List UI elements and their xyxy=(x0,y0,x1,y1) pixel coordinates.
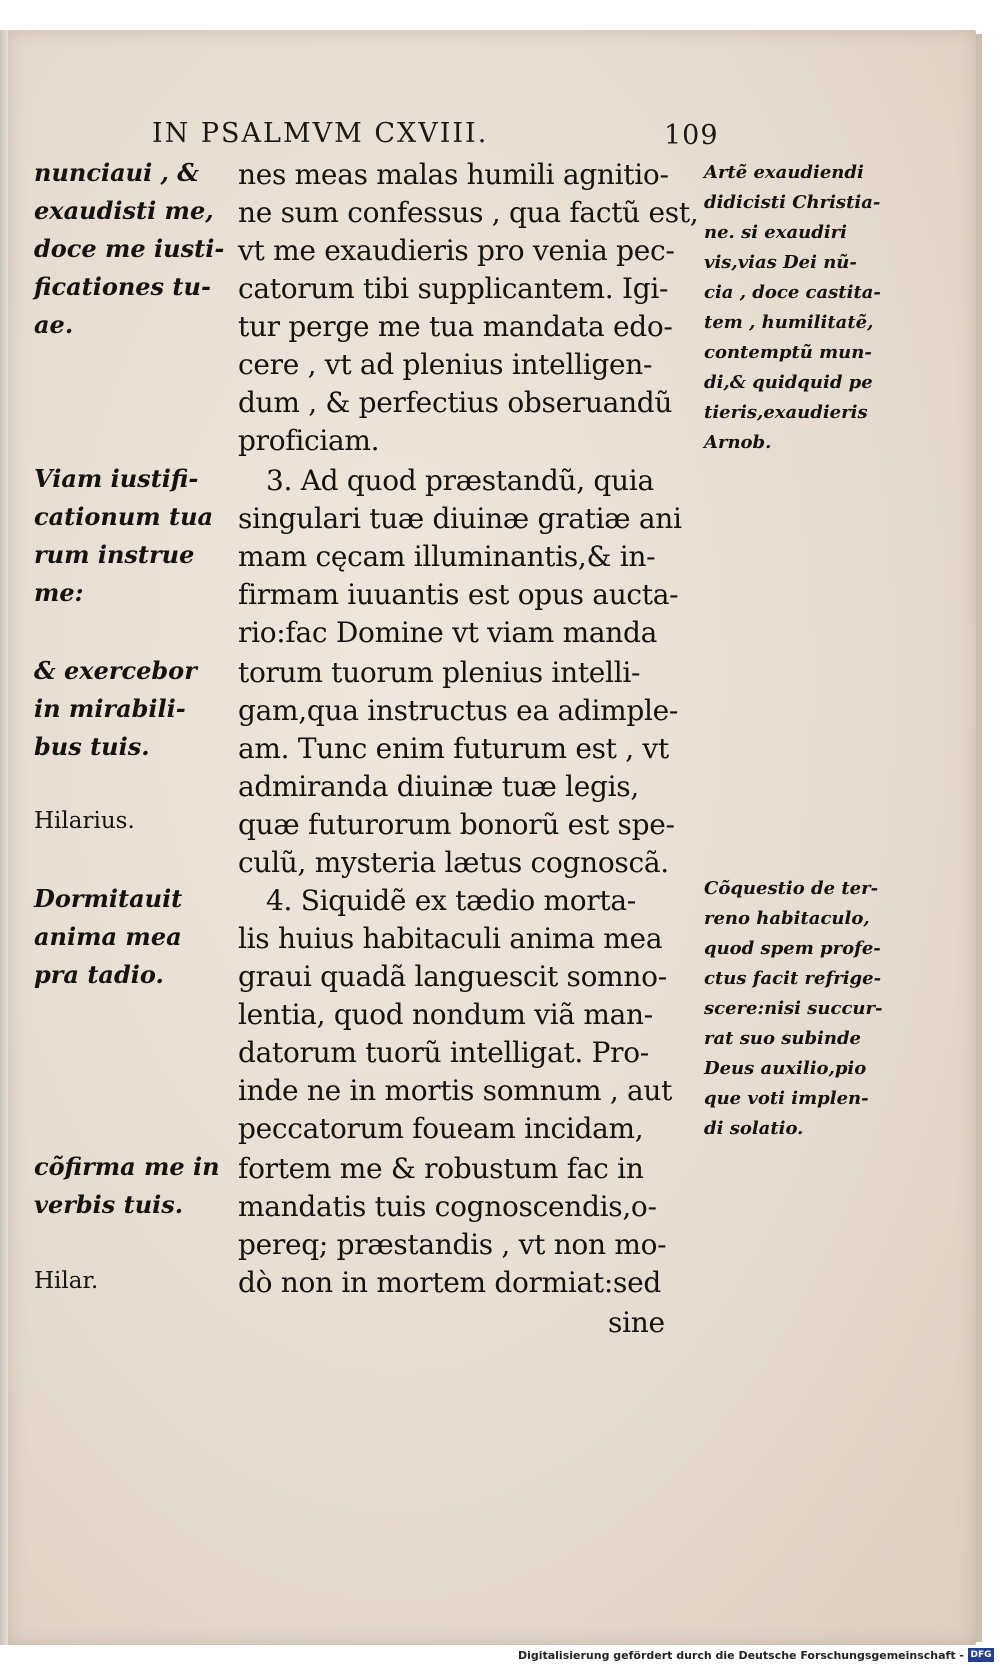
left-margin-line: ae. xyxy=(34,310,74,339)
main-text-line: nes meas malas humili agnitio- xyxy=(238,158,669,191)
right-margin-line: Cõquestio de ter- xyxy=(704,878,879,899)
main-text-line: peccatorum foueam incidam, xyxy=(238,1112,644,1145)
right-margin-line: didicisti Christia- xyxy=(704,192,881,213)
right-margin-line: cia , doce castita- xyxy=(704,282,881,303)
main-text-line: fortem me & robustum fac in xyxy=(238,1152,644,1185)
left-margin-line: verbis tuis. xyxy=(34,1190,184,1219)
main-text-line: lis huius habitaculi anima mea xyxy=(238,922,663,955)
main-text-line: ne sum confessus , qua factũ est, xyxy=(238,196,699,229)
main-text-line: singulari tuæ diuinæ gratiæ ani xyxy=(238,502,682,535)
left-margin-line: in mirabili- xyxy=(34,694,186,723)
main-text-line: proficiam. xyxy=(238,424,380,457)
left-margin-line: rum instrue xyxy=(34,540,195,569)
right-margin-line: Deus auxilio,pio xyxy=(704,1058,867,1079)
right-margin-line: scere:nisi succur- xyxy=(704,998,883,1019)
left-margin-line: doce me iusti- xyxy=(34,234,225,263)
right-margin-line: di,& quidquid pe xyxy=(704,372,873,393)
right-margin-line: contemptũ mun- xyxy=(704,342,872,363)
right-margin-line: ctus facit refrige- xyxy=(704,968,882,989)
main-text-line: datorum tuorũ intelligat. Pro- xyxy=(238,1036,649,1069)
main-text-line: admiranda diuinæ tuæ legis, xyxy=(238,770,639,803)
main-text-line: am. Tunc enim futurum est , vt xyxy=(238,732,669,765)
left-margin-line: nunciaui , & xyxy=(34,158,199,187)
left-margin-line: cationum tua xyxy=(34,502,214,531)
left-margin-line: anima mea xyxy=(34,922,182,951)
main-text-line: vt me exaudieris pro venia pec- xyxy=(238,234,675,267)
main-text-line: lentia, quod nondum viã man- xyxy=(238,998,653,1031)
right-margin-source: Arnob. xyxy=(704,432,772,453)
main-text-line: quæ futurorum bonorũ est spe- xyxy=(238,808,675,841)
dfg-logo-icon: DFG xyxy=(968,1648,994,1662)
catchword: sine xyxy=(608,1306,665,1339)
left-margin-line: me: xyxy=(34,578,84,607)
left-margin-line: Dormitauit xyxy=(34,884,183,913)
left-margin-line: bus tuis. xyxy=(34,732,150,761)
main-text-line: mam cęcam illuminantis,& in- xyxy=(238,540,656,573)
main-text-line: tur perge me tua mandata edo- xyxy=(238,310,673,343)
main-text-line: gam,qua instructus ea adimple- xyxy=(238,694,679,727)
main-text-line: 3. Ad quod præstandũ, quia xyxy=(266,464,654,497)
left-margin-line: cõfirma me in xyxy=(34,1152,220,1181)
main-text-line: graui quadã languescit somno- xyxy=(238,960,667,993)
main-text-line: torum tuorum plenius intelli- xyxy=(238,656,641,689)
right-margin-line: reno habitaculo, xyxy=(704,908,870,929)
right-margin-line: quod spem profe- xyxy=(704,938,881,959)
main-text-line: firmam iuuantis est opus aucta- xyxy=(238,578,679,611)
left-margin-line: & exercebor xyxy=(34,656,197,685)
main-text-line: dò non in mortem dormiat:sed xyxy=(238,1266,661,1299)
left-margin-source: Hilar. xyxy=(34,1268,99,1294)
left-margin-line: ficationes tu- xyxy=(34,272,211,301)
right-margin-line: tieris,exaudieris xyxy=(704,402,868,423)
left-margin-line: exaudisti me, xyxy=(34,196,214,225)
page-number: 109 xyxy=(664,120,719,151)
right-margin-line: ne. si exaudiri xyxy=(704,222,847,243)
main-text-line: 4. Siquidẽ ex tædio morta- xyxy=(266,884,636,917)
main-text-line: inde ne in mortis somnum , aut xyxy=(238,1074,673,1107)
running-head xyxy=(0,118,1000,158)
main-text-line: mandatis tuis cognoscendis,o- xyxy=(238,1190,657,1223)
right-margin-line: Artẽ exaudiendi xyxy=(704,162,864,183)
digitization-credit: Digitalisierung gefördert durch die Deutsche Forschungsgemeinschaft - xyxy=(517,1649,964,1662)
right-margin-line: rat suo subinde xyxy=(704,1028,861,1049)
right-margin-line: di solatio. xyxy=(704,1118,804,1139)
main-text-line: catorum tibi supplicantem. Igi- xyxy=(238,272,669,305)
main-text-column xyxy=(238,158,700,1398)
right-margin-line: vis,vias Dei nũ- xyxy=(704,252,857,273)
left-margin-source: Hilarius. xyxy=(34,808,135,834)
main-text-line: culũ, mysteria lætus cognoscã. xyxy=(238,846,669,879)
left-margin-line: pra tadio. xyxy=(34,960,164,989)
main-text-line: cere , vt ad plenius intelligen- xyxy=(238,348,653,381)
page-edge xyxy=(976,34,982,1642)
left-margin-line: Viam iustifi- xyxy=(34,464,199,493)
main-text-line: dum , & perfectius obseruandũ xyxy=(238,386,673,419)
right-margin-line: que voti implen- xyxy=(704,1088,869,1109)
main-text-line: rio:fac Domine vt viam manda xyxy=(238,616,657,649)
right-margin-line: tem , humilitatẽ, xyxy=(704,312,874,333)
right-margin-notes xyxy=(704,162,914,1222)
main-text-line: pereq; præstandis , vt non mo- xyxy=(238,1228,667,1261)
left-margin-lemmata xyxy=(34,158,232,1378)
running-title: IN PSALMVM CXVIII. xyxy=(152,118,489,149)
